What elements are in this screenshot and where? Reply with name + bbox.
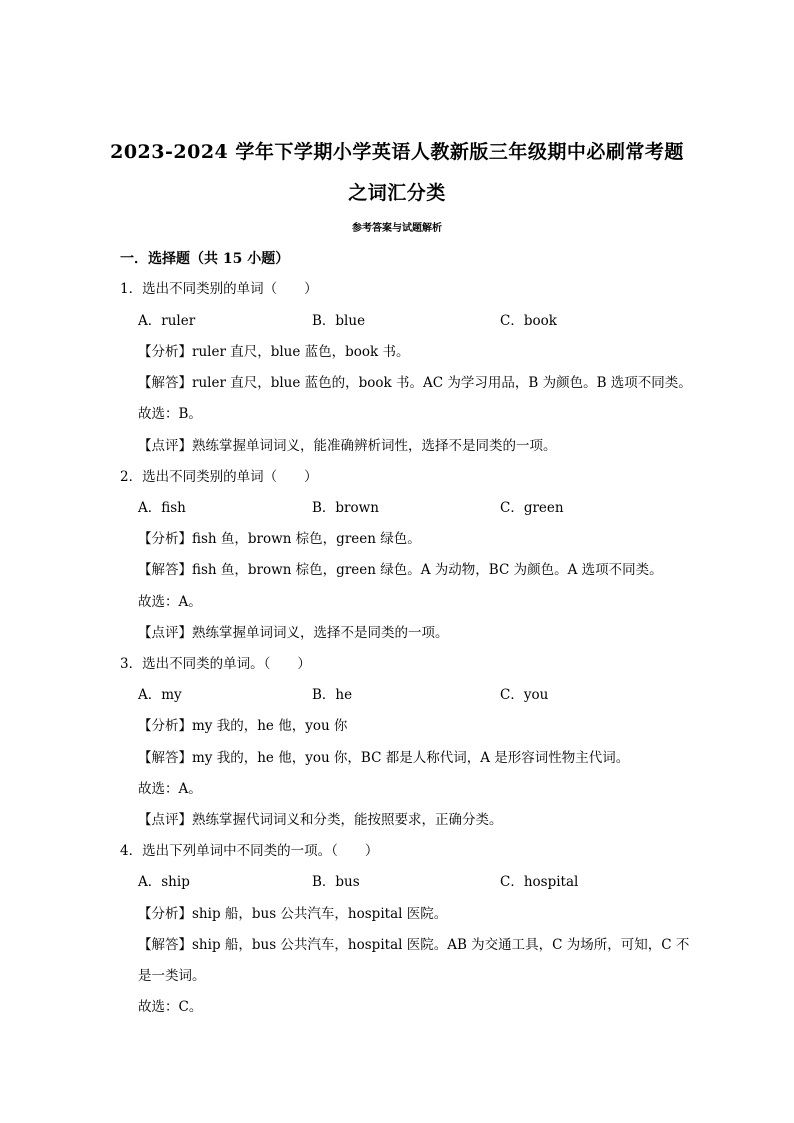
question-4-solution-line-2: 是一类词。	[138, 968, 206, 984]
question-3-solution: 【解答】my 我的，he 他，you 你，BC 都是人称代词，A 是形容词性物主代词。	[138, 750, 630, 766]
question-1-option-a: A．ruler	[138, 313, 196, 329]
question-3-analysis: 【分析】my 我的，he 他，you 你	[138, 718, 348, 734]
question-2-stem: 2．选出不同类别的单词（ ）	[120, 469, 318, 485]
document-title-line-1: 2023-2024 学年下学期小学英语人教新版三年级期中必刷常考题	[110, 141, 684, 163]
question-4-option-b: B．bus	[312, 874, 360, 890]
question-1-solution: 【解答】ruler 直尺，blue 蓝色的，book 书。AC 为学习用品，B 为颜色。B 选项不同类。	[138, 375, 692, 391]
question-4-stem: 4．选出下列单词中不同类的一项。（ ）	[120, 843, 379, 859]
question-3-stem: 3．选出不同类的单词。（ ）	[120, 656, 311, 672]
question-2-analysis: 【分析】fish 鱼，brown 棕色，green 绿色。	[138, 531, 421, 547]
question-2-option-b: B．brown	[312, 500, 379, 516]
section-heading: 一．选择题（共 15 小题）	[120, 251, 290, 267]
question-1-comment: 【点评】熟练掌握单词词义，能准确辨析词性，选择不是同类的一项。	[138, 438, 557, 454]
question-1-analysis: 【分析】ruler 直尺，blue 蓝色，book 书。	[138, 344, 410, 360]
question-2-comment: 【点评】熟练掌握单词词义，选择不是同类的一项。	[138, 625, 449, 641]
question-1-answer: 故选：B。	[138, 406, 202, 422]
question-3-answer: 故选：A。	[138, 781, 202, 797]
question-1-stem: 1．选出不同类别的单词（ ）	[120, 281, 318, 297]
question-4-analysis: 【分析】ship 船，bus 公共汽车，hospital 医院。	[138, 906, 448, 922]
question-4-option-c: C．hospital	[500, 874, 579, 890]
question-4-answer: 故选：C。	[138, 999, 203, 1015]
question-4-solution-line-1: 【解答】ship 船，bus 公共汽车，hospital 医院。AB 为交通工具，C 为场所，可知，C 不	[138, 937, 690, 953]
question-4-option-a: A．ship	[138, 874, 190, 890]
question-1-option-c: C．book	[500, 313, 557, 329]
question-3-comment: 【点评】熟练掌握代词词义和分类，能按照要求，正确分类。	[138, 812, 503, 828]
question-3-option-a: A．my	[138, 687, 182, 703]
question-3-option-b: B．he	[312, 687, 353, 703]
question-2-option-a: A．fish	[138, 500, 186, 516]
question-3-option-c: C．you	[500, 687, 549, 703]
question-2-solution: 【解答】fish 鱼，brown 棕色，green 绿色。A 为动物，BC 为颜色。A 选项不同类。	[138, 562, 663, 578]
document-subtitle: 参考答案与试题解析	[352, 223, 442, 234]
question-1-option-b: B．blue	[312, 313, 366, 329]
document-title-line-2: 之词汇分类	[348, 182, 446, 204]
question-2-option-c: C．green	[500, 500, 564, 516]
question-2-answer: 故选：A。	[138, 594, 202, 610]
